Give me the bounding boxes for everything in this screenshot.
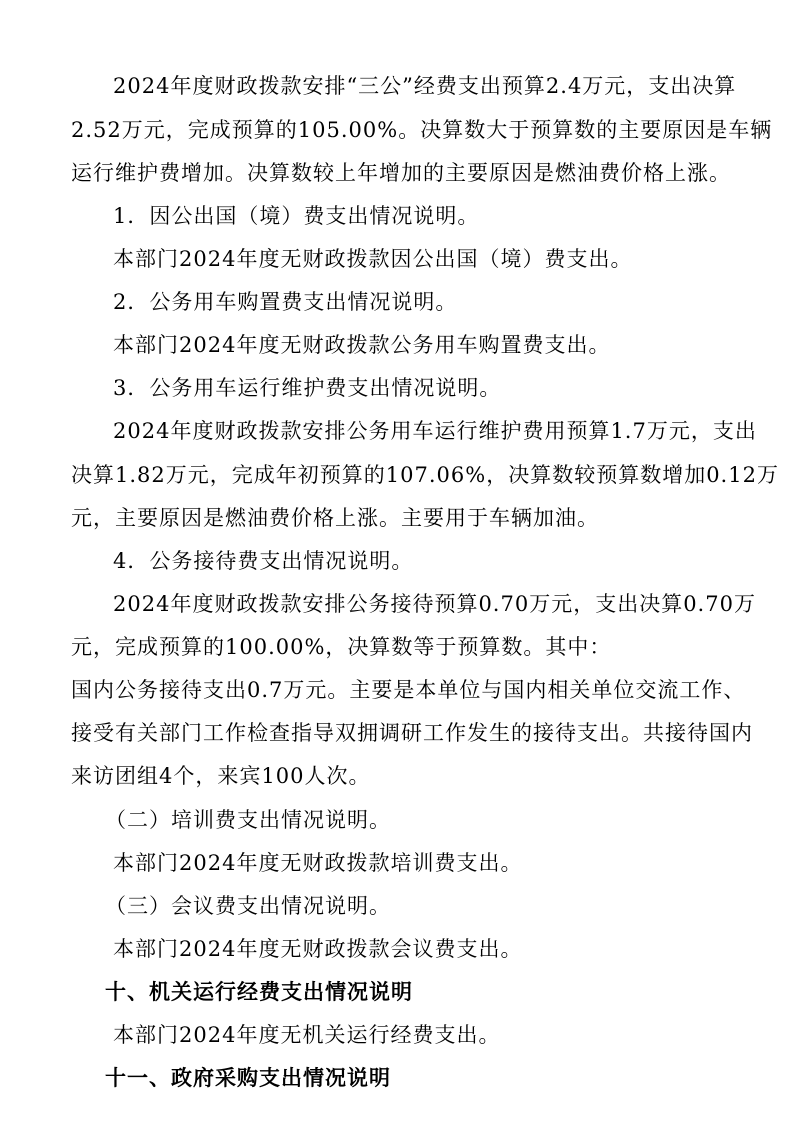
paragraph-line: 2.52万元，完成预算的105.00%。决算数大于预算数的主要原因是车辆 — [71, 118, 773, 142]
paragraph-line: 2024年度财政拨款安排公务接待预算0.70万元，支出决算0.70万 — [113, 592, 756, 616]
paragraph-line: 元，主要原因是燃油费价格上涨。主要用于车辆加油。 — [71, 506, 599, 530]
paragraph-line: 本部门2024年度无财政拨款公务用车购置费支出。 — [113, 333, 611, 357]
paragraph-line: 来访团组4个，来宾100人次。 — [71, 764, 371, 788]
paragraph-line: 元，完成预算的100.00%，决算数等于预算数。其中： — [71, 635, 612, 659]
paragraph-line: 本部门2024年度无财政拨款培训费支出。 — [113, 851, 523, 875]
paragraph-line: 本部门2024年度无财政拨款因公出国（境）费支出。 — [113, 247, 633, 271]
subsection-title: 3．公务用车运行维护费支出情况说明。 — [113, 376, 502, 400]
subsection-title: 1．因公出国（境）费支出情况说明。 — [113, 204, 480, 228]
subsection-title: 2．公务用车购置费支出情况说明。 — [113, 290, 458, 314]
section-heading: 十、机关运行经费支出情况说明 — [105, 980, 413, 1004]
paragraph-line: 国内公务接待支出0.7万元。主要是本单位与国内相关单位交流工作、 — [71, 678, 746, 702]
paragraph-line: 接受有关部门工作检查指导双拥调研工作发生的接待支出。共接待国内 — [71, 721, 753, 745]
paragraph-line: 本部门2024年度无机关运行经费支出。 — [113, 1023, 501, 1047]
section-heading: 十一、政府采购支出情况说明 — [105, 1066, 391, 1090]
paragraph-line: 决算1.82万元，完成年初预算的107.06%，决算数较预算数增加0.12万 — [71, 463, 779, 487]
subsection-title: （二）培训费支出情况说明。 — [105, 808, 391, 832]
paragraph-line: 2024年度财政拨款安排公务用车运行维护费用预算1.7万元，支出 — [113, 419, 757, 443]
subsection-title: （三）会议费支出情况说明。 — [105, 894, 391, 918]
paragraph-line: 本部门2024年度无财政拨款会议费支出。 — [113, 937, 523, 961]
paragraph-line: 2024年度财政拨款安排“三公”经费支出预算2.4万元，支出决算 — [113, 74, 737, 98]
paragraph-line: 运行维护费增加。决算数较上年增加的主要原因是燃油费价格上涨。 — [71, 161, 731, 185]
subsection-title: 4．公务接待费支出情况说明。 — [113, 549, 414, 573]
